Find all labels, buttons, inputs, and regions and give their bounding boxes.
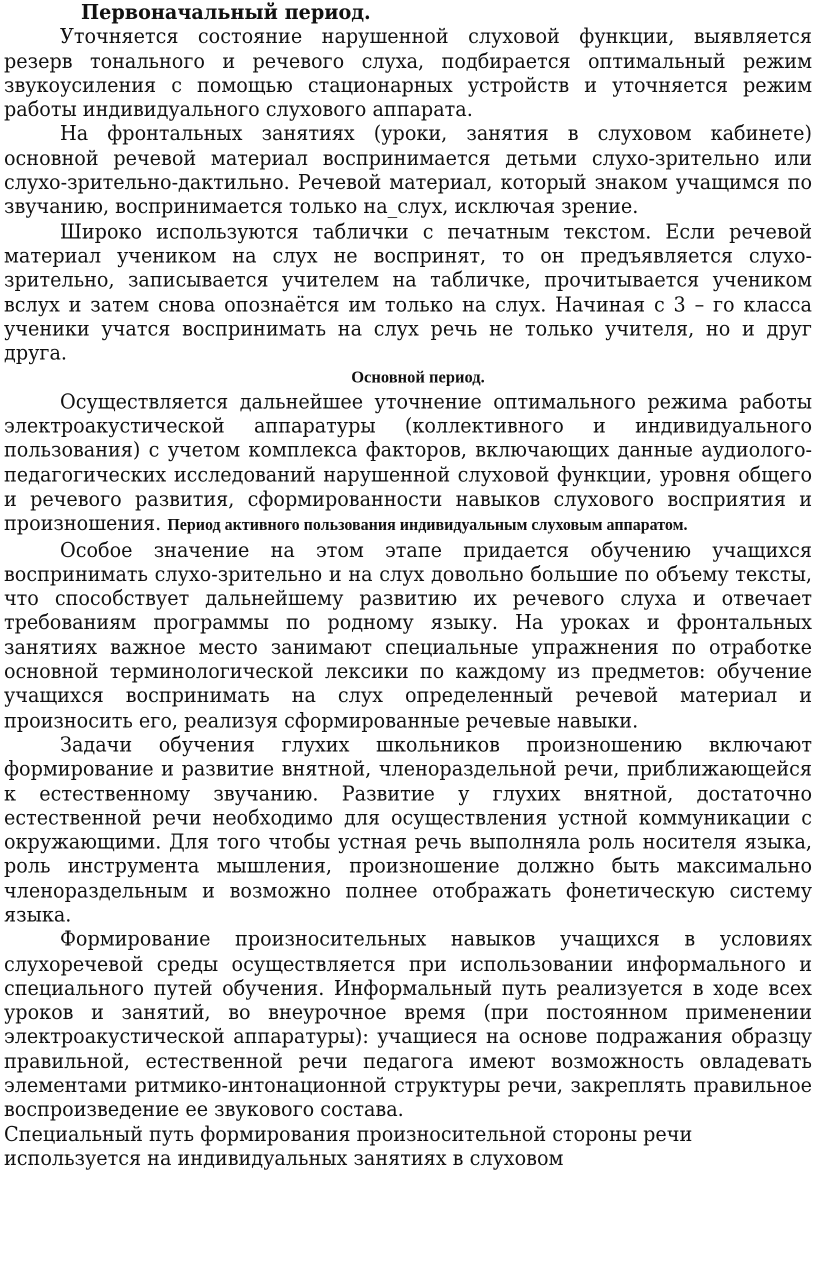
paragraph-6: Задачи обучения глухих школьников произношению включают формирование и развитие внятной, членораздельной речи, приближающейся к естественному звучанию. Развитие у глухих внятной, достаточно естественной речи необходимо для осуществления устной коммуникации с окружающими. Для того чтобы устная речь выполняла роль носителя языка, роль инструмента мышления, произношение должно быть максимально членораздельным и возможно полнее отображать фонетическую систему языка. <box>4 732 812 927</box>
heading-active-period: Период активного пользования индивидуальным слуховым аппаратом. <box>167 516 688 535</box>
paragraph-5: Особое значение на этом этапе придается обучению учащихся воспринимать слухо-зрительно и на слух довольно большие по объему тексты, что способствует дальнейшему развитию их речевого слуха и отвечает требованиям программы по родному языку. На уроках и фронтальных занятиях важное место занимают специальные упражнения по отработке основной терминологической лексики по каждому из предметов: обучение учащихся воспринимать на слух определенный речевой материал и произносить его, реализуя сформированные речевые навыки. <box>4 537 812 733</box>
paragraph-1: Уточняется состояние нарушенной слуховой функции, выявляется резерв тонального и речевого слуха, подбирается оптимальный режим звукоусиления с помощью стационарных устройств и уточняется режим работы индивидуального слухового аппарата. <box>4 24 812 122</box>
paragraph-4-text: Осуществляется дальнейшее уточнение оптимального режима работы электроакустической аппаратуры (коллективного и индивидуального пользования) с учетом комплекса факторов, включающих данные аудиолого-педагогических исследований нарушенной слуховой функции, уровня общего и речевого развития, сформированности навыков слухового восприятия и произношения. <box>4 389 812 536</box>
paragraph-4 <box>4 390 812 538</box>
heading-initial-period: Первоначальный период. <box>81 0 371 25</box>
paragraph-2: На фронтальных занятиях (уроки, занятия в слуховом кабинете) основной речевой материал воспринимается детьми слухо-зрительно или слухо-зрительно-дактильно. Речевой материал, который знаком учащимся по звучанию, воспринимается только на_слух, исключая зрение. <box>4 121 812 219</box>
heading-main-period: Основной период. <box>351 367 485 388</box>
paragraph-7: Формирование произносительных навыков учащихся в условиях слухоречевой среды осуществляется при использовании информального и специального путей обучения. Информальный путь реализуется в ходе всех уроков и занятий, во внеурочное время (при постоянном применении электроакустической аппаратуры): учащиеся на основе подражания образцу правильной, естественной речи педагога имеют возможность овладевать элементами ритмико-интонационной структуры речи, закреплять правильное воспроизведение ее звукового состава. <box>4 927 812 1122</box>
paragraph-3: Широко используются таблички с печатным текстом. Если речевой материал учеником на слух не воспринят, то он предъявляется слухо-зрительно, записывается учителем на табличке, прочитывается учеником вслух и затем снова опознаётся им только на слух. Начиная с 3 – го класса ученики учатся воспринимать на слух речь не только учителя, но и друг друга. <box>4 219 812 365</box>
document-page <box>4 0 812 1171</box>
paragraph-8: Специальный путь формирования произносительной стороны речи используется на индивидуальных занятиях в слуховом <box>4 1121 693 1171</box>
